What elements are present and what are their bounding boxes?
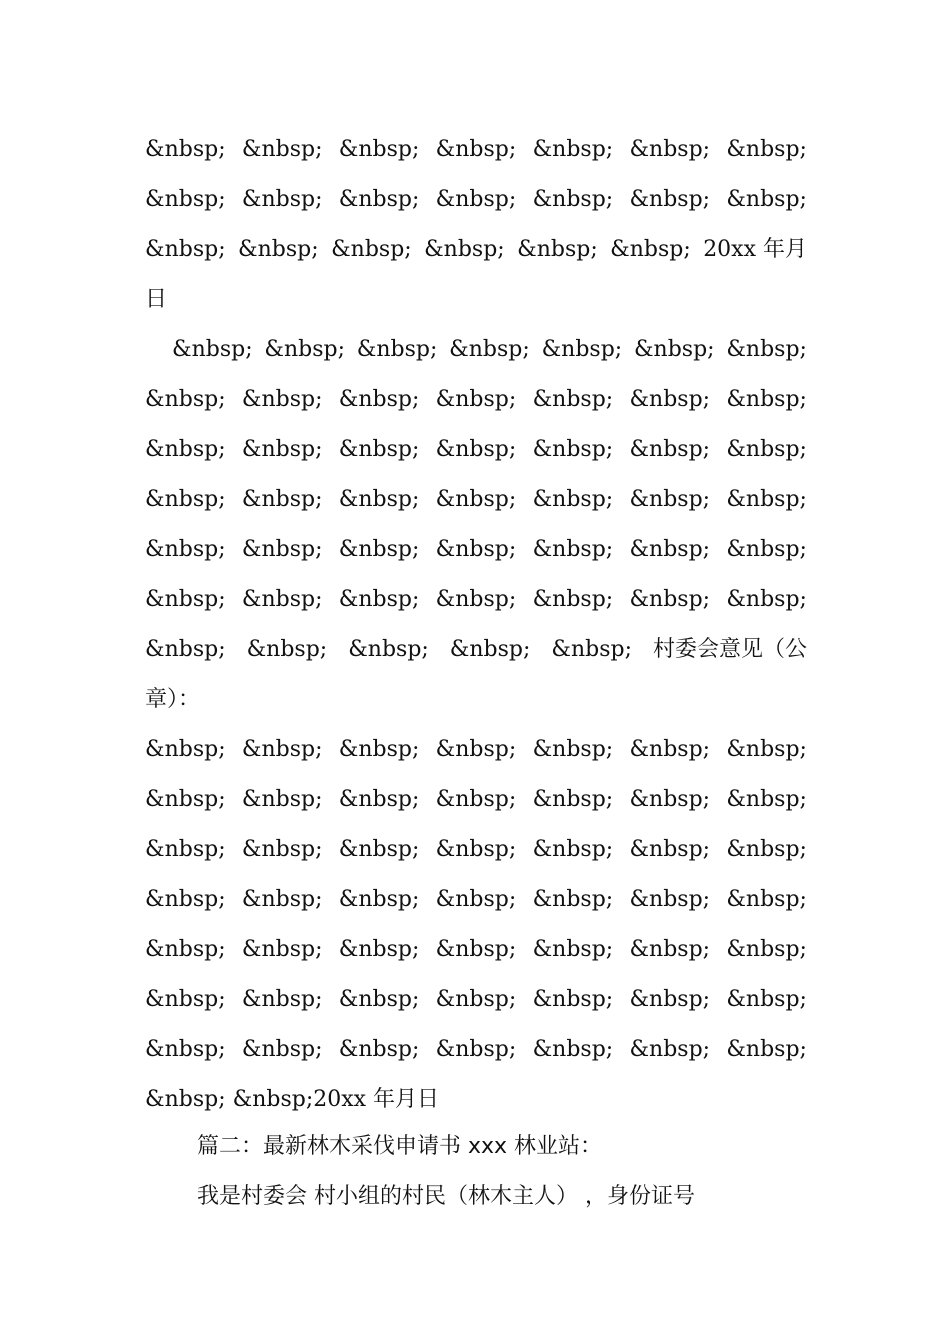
nbsp-row-with-date	[145, 235, 807, 265]
nbsp-token: &nbsp;	[241, 737, 323, 762]
section-two-heading: 篇二：最新林木采伐申请书 xxx 林业站：	[197, 1134, 603, 1159]
nbsp-token: &nbsp;	[726, 187, 807, 212]
nbsp-row	[145, 135, 807, 165]
nbsp-row	[145, 185, 807, 215]
nbsp-token: &nbsp;	[726, 587, 807, 612]
nbsp-token: &nbsp;	[435, 737, 517, 762]
nbsp-token: &nbsp;	[629, 137, 711, 162]
nbsp-token: &nbsp;	[532, 437, 614, 462]
nbsp-token: &nbsp;	[424, 237, 505, 262]
nbsp-token: &nbsp;	[541, 337, 623, 362]
nbsp-token: &nbsp;	[726, 737, 807, 762]
nbsp-row	[145, 885, 807, 915]
applicant-statement-line: 我是村委会 村小组的村民（林木主人） ，身份证号	[197, 1184, 695, 1209]
nbsp-token: &nbsp;	[435, 187, 517, 212]
signature-date-line: &nbsp; &nbsp;20xx 年月日	[145, 1087, 440, 1112]
nbsp-token: &nbsp;	[726, 937, 807, 962]
nbsp-token: &nbsp;	[145, 637, 226, 662]
nbsp-token: &nbsp;	[338, 987, 420, 1012]
nbsp-token: &nbsp;	[629, 1037, 711, 1062]
nbsp-token: &nbsp;	[145, 487, 226, 512]
nbsp-token: &nbsp;	[435, 487, 517, 512]
nbsp-token: &nbsp;	[338, 537, 420, 562]
nbsp-token: &nbsp;	[241, 487, 323, 512]
nbsp-token: &nbsp;	[338, 487, 420, 512]
nbsp-token: &nbsp;	[348, 637, 429, 662]
nbsp-token: &nbsp;	[532, 937, 614, 962]
nbsp-token: &nbsp;	[356, 337, 438, 362]
nbsp-token: &nbsp;	[726, 487, 807, 512]
nbsp-token: &nbsp;	[532, 187, 614, 212]
nbsp-token: &nbsp;	[532, 487, 614, 512]
nbsp-token: &nbsp;	[241, 537, 323, 562]
nbsp-token: &nbsp;	[241, 437, 323, 462]
nbsp-token: &nbsp;	[532, 887, 614, 912]
nbsp-token: &nbsp;	[629, 587, 711, 612]
nbsp-token: &nbsp;	[726, 387, 807, 412]
nbsp-token: &nbsp;	[726, 437, 807, 462]
nbsp-token: &nbsp;	[241, 887, 323, 912]
nbsp-token: &nbsp;	[629, 487, 711, 512]
nbsp-token: &nbsp;	[246, 637, 328, 662]
nbsp-row	[145, 735, 807, 765]
nbsp-token: &nbsp;	[338, 187, 420, 212]
village-committee-opinion-label: 村委会意见（公	[652, 637, 807, 662]
nbsp-token: &nbsp;	[338, 837, 420, 862]
nbsp-token: &nbsp;	[145, 987, 226, 1012]
nbsp-token: &nbsp;	[241, 1037, 323, 1062]
nbsp-token: &nbsp;	[238, 237, 319, 262]
nbsp-token: &nbsp;	[726, 1037, 807, 1062]
nbsp-token: &nbsp;	[435, 137, 517, 162]
nbsp-token: &nbsp;	[435, 1037, 517, 1062]
nbsp-row	[145, 585, 807, 615]
nbsp-token: &nbsp;	[532, 987, 614, 1012]
nbsp-token: &nbsp;	[726, 337, 807, 362]
nbsp-row	[145, 435, 807, 465]
nbsp-token: &nbsp;	[726, 537, 807, 562]
date-day-text: 日	[145, 287, 168, 312]
nbsp-token: &nbsp;	[532, 537, 614, 562]
nbsp-token: &nbsp;	[338, 587, 420, 612]
nbsp-token: &nbsp;	[241, 137, 323, 162]
nbsp-token: &nbsp;	[145, 187, 226, 212]
nbsp-token: &nbsp;	[338, 437, 420, 462]
nbsp-token: &nbsp;	[629, 987, 711, 1012]
nbsp-token: &nbsp;	[435, 437, 517, 462]
nbsp-token: &nbsp;	[610, 237, 691, 262]
nbsp-token: &nbsp;	[629, 887, 711, 912]
nbsp-token: &nbsp;	[241, 937, 323, 962]
nbsp-token: &nbsp;	[145, 1037, 226, 1062]
nbsp-token: &nbsp;	[241, 587, 323, 612]
nbsp-token: &nbsp;	[338, 937, 420, 962]
nbsp-token: &nbsp;	[145, 887, 226, 912]
nbsp-token: &nbsp;	[145, 937, 226, 962]
nbsp-token: &nbsp;	[629, 537, 711, 562]
nbsp-token: &nbsp;	[338, 737, 420, 762]
nbsp-row	[145, 835, 807, 865]
nbsp-token: &nbsp;	[726, 137, 807, 162]
nbsp-token: &nbsp;	[633, 337, 715, 362]
nbsp-token: &nbsp;	[629, 437, 711, 462]
nbsp-row	[145, 985, 807, 1015]
nbsp-token: &nbsp;	[532, 387, 614, 412]
nbsp-token: &nbsp;	[145, 837, 226, 862]
nbsp-token: &nbsp;	[551, 637, 632, 662]
nbsp-token: &nbsp;	[532, 737, 614, 762]
nbsp-token: &nbsp;	[629, 787, 711, 812]
nbsp-token: &nbsp;	[338, 137, 420, 162]
nbsp-token: &nbsp;	[241, 837, 323, 862]
nbsp-row-indented	[172, 335, 807, 365]
nbsp-token: &nbsp;	[435, 787, 517, 812]
nbsp-token: &nbsp;	[241, 187, 323, 212]
nbsp-token: &nbsp;	[172, 337, 253, 362]
nbsp-token: &nbsp;	[726, 787, 807, 812]
seal-label-text: 章）：	[145, 687, 201, 712]
nbsp-token: &nbsp;	[145, 537, 226, 562]
nbsp-token: &nbsp;	[629, 387, 711, 412]
nbsp-row	[145, 1035, 807, 1065]
nbsp-token: &nbsp;	[532, 837, 614, 862]
nbsp-token: &nbsp;	[726, 837, 807, 862]
nbsp-token: &nbsp;	[145, 237, 226, 262]
nbsp-token: &nbsp;	[145, 587, 226, 612]
nbsp-row	[145, 935, 807, 965]
nbsp-token: &nbsp;	[435, 987, 517, 1012]
nbsp-token: &nbsp;	[629, 187, 711, 212]
nbsp-token: &nbsp;	[629, 737, 711, 762]
nbsp-token: &nbsp;	[145, 787, 226, 812]
nbsp-token: &nbsp;	[435, 587, 517, 612]
nbsp-token: &nbsp;	[338, 1037, 420, 1062]
nbsp-token: &nbsp;	[532, 1037, 614, 1062]
nbsp-token: &nbsp;	[145, 737, 226, 762]
nbsp-token: &nbsp;	[338, 887, 420, 912]
nbsp-row	[145, 485, 807, 515]
nbsp-token: &nbsp;	[435, 837, 517, 862]
nbsp-row-with-opinion	[145, 635, 807, 665]
date-text: 20xx 年月	[703, 237, 807, 262]
nbsp-token: &nbsp;	[338, 387, 420, 412]
nbsp-token: &nbsp;	[629, 937, 711, 962]
nbsp-token: &nbsp;	[532, 137, 614, 162]
nbsp-token: &nbsp;	[331, 237, 412, 262]
nbsp-token: &nbsp;	[517, 237, 598, 262]
nbsp-token: &nbsp;	[264, 337, 346, 362]
nbsp-token: &nbsp;	[449, 337, 530, 362]
nbsp-token: &nbsp;	[435, 887, 517, 912]
nbsp-token: &nbsp;	[435, 537, 517, 562]
nbsp-token: &nbsp;	[435, 937, 517, 962]
nbsp-token: &nbsp;	[629, 837, 711, 862]
nbsp-token: &nbsp;	[241, 787, 323, 812]
nbsp-token: &nbsp;	[241, 387, 323, 412]
nbsp-token: &nbsp;	[145, 137, 226, 162]
nbsp-token: &nbsp;	[726, 987, 807, 1012]
nbsp-row	[145, 385, 807, 415]
nbsp-token: &nbsp;	[449, 637, 531, 662]
nbsp-token: &nbsp;	[145, 387, 226, 412]
nbsp-token: &nbsp;	[241, 987, 323, 1012]
nbsp-token: &nbsp;	[435, 387, 517, 412]
nbsp-row	[145, 785, 807, 815]
nbsp-token: &nbsp;	[532, 587, 614, 612]
nbsp-token: &nbsp;	[726, 887, 807, 912]
nbsp-token: &nbsp;	[338, 787, 420, 812]
nbsp-row	[145, 535, 807, 565]
nbsp-token: &nbsp;	[145, 437, 226, 462]
nbsp-token: &nbsp;	[532, 787, 614, 812]
